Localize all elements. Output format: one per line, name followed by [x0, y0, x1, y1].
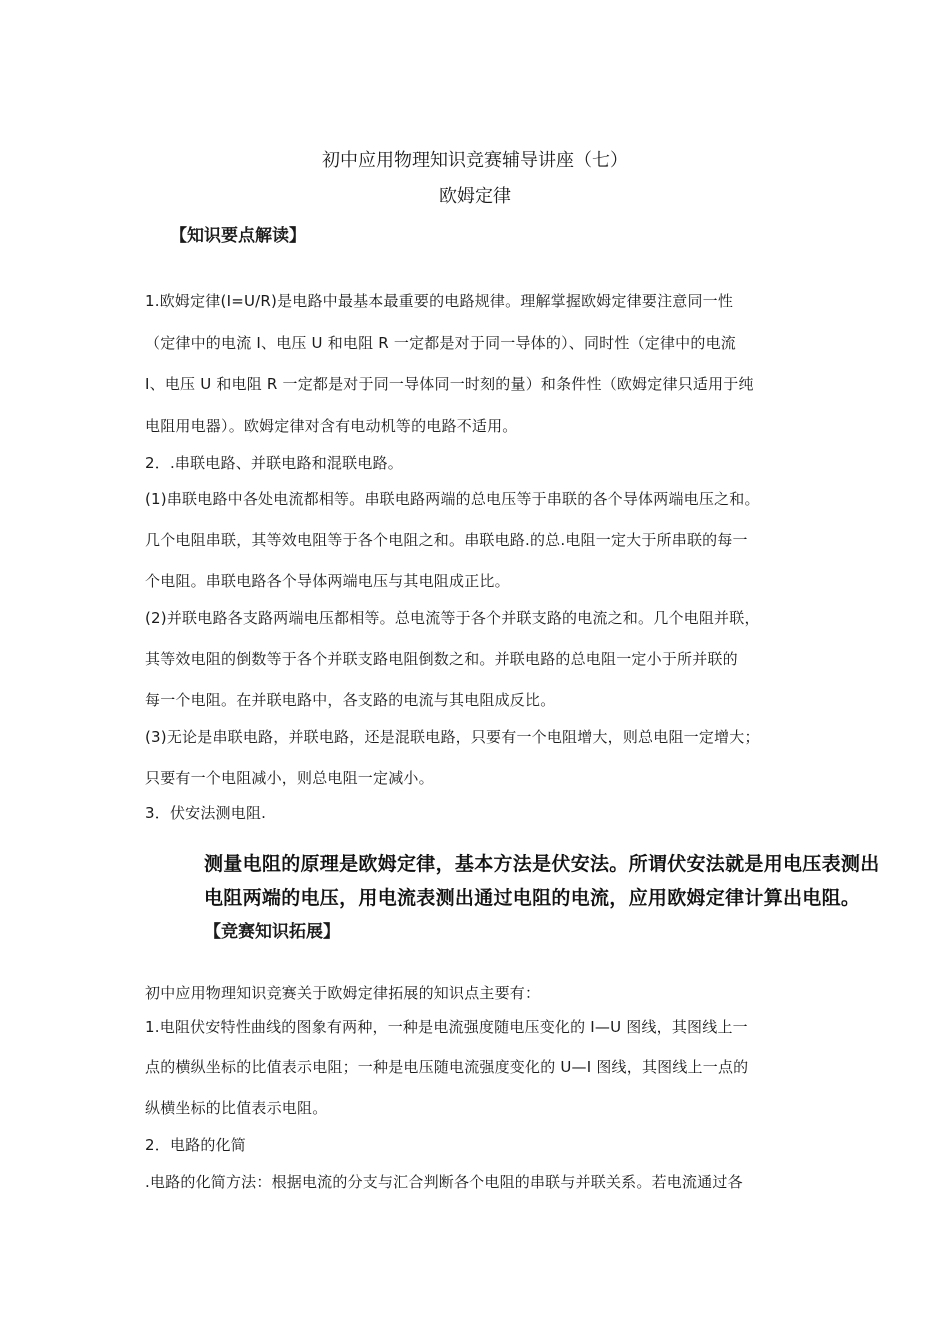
paragraph-line: 点的横纵坐标的比值表示电阻；一种是电压随电流强度变化的 U—I 图线，其图线上一点的: [145, 1058, 749, 1076]
page-title: 初中应用物理知识竞赛辅导讲座（七）: [322, 150, 628, 171]
paragraph-line: 每一个电阻。在并联电路中，各支路的电流与其电阻成反比。: [145, 691, 556, 709]
page-subtitle: 欧姆定律: [439, 186, 511, 207]
emphasis-line: 电阻两端的电压，用电流表测出通过电阻的电流，应用欧姆定律计算出电阻。: [204, 887, 861, 909]
emphasis-line: 测量电阻的原理是欧姆定律，基本方法是伏安法。所谓伏安法就是用电压表测出: [204, 853, 880, 875]
paragraph-line: (1)串联电路中各处电流都相等。串联电路两端的总电压等于串联的各个导体两端电压之和。: [145, 490, 760, 508]
item-heading: 2．.串联电路、并联电路和混联电路。: [145, 454, 403, 472]
paragraph-line: （定律中的电流 I、电压 U 和电阻 R 一定都是对于同一导体的）、同时性（定律中的电流: [145, 334, 736, 352]
item-heading: 3．伏安法测电阻.: [145, 804, 267, 822]
paragraph-line: 个电阻。串联电路各个导体两端电压与其电阻成正比。: [145, 572, 510, 590]
item-heading: 2．电路的化简: [145, 1136, 246, 1154]
section-heading-extension: 【竞赛知识拓展】: [204, 922, 340, 942]
paragraph-line: 电阻用电器）。欧姆定律对含有电动机等的电路不适用。: [145, 417, 518, 435]
paragraph-line: 只要有一个电阻减小，则总电阻一定减小。: [145, 769, 434, 787]
paragraph-line: (2)并联电路各支路两端电压都相等。总电流等于各个并联支路的电流之和。几个电阻并联，: [145, 609, 760, 627]
paragraph-line: 纵横坐标的比值表示电阻。: [145, 1099, 328, 1117]
paragraph-line: 其等效电阻的倒数等于各个并联支路电阻倒数之和。并联电路的总电阻一定小于所并联的: [145, 650, 738, 668]
paragraph-line: .电路的化简方法：根据电流的分支与汇合判断各个电阻的串联与并联关系。若电流通过各: [145, 1173, 743, 1191]
paragraph-line: 1.欧姆定律(I=U/R)是电路中最基本最重要的电路规律。理解掌握欧姆定律要注意同一性: [145, 292, 734, 310]
paragraph-line: I、电压 U 和电阻 R 一定都是对于同一导体同一时刻的量）和条件性（欧姆定律只适用于纯: [145, 375, 754, 393]
paragraph-line: 1.电阻伏安特性曲线的图象有两种，一种是电流强度随电压变化的 I—U 图线，其图线上一: [145, 1018, 748, 1036]
section-heading-key-points: 【知识要点解读】: [170, 226, 306, 246]
paragraph-line: 几个电阻串联，其等效电阻等于各个电阻之和。串联电路.的总.电阻一定大于所串联的每一: [145, 531, 748, 549]
paragraph-line: (3)无论是串联电路，并联电路，还是混联电路，只要有一个电阻增大，则总电阻一定增大；: [145, 728, 760, 746]
paragraph-line: 初中应用物理知识竞赛关于欧姆定律拓展的知识点主要有：: [145, 984, 541, 1002]
